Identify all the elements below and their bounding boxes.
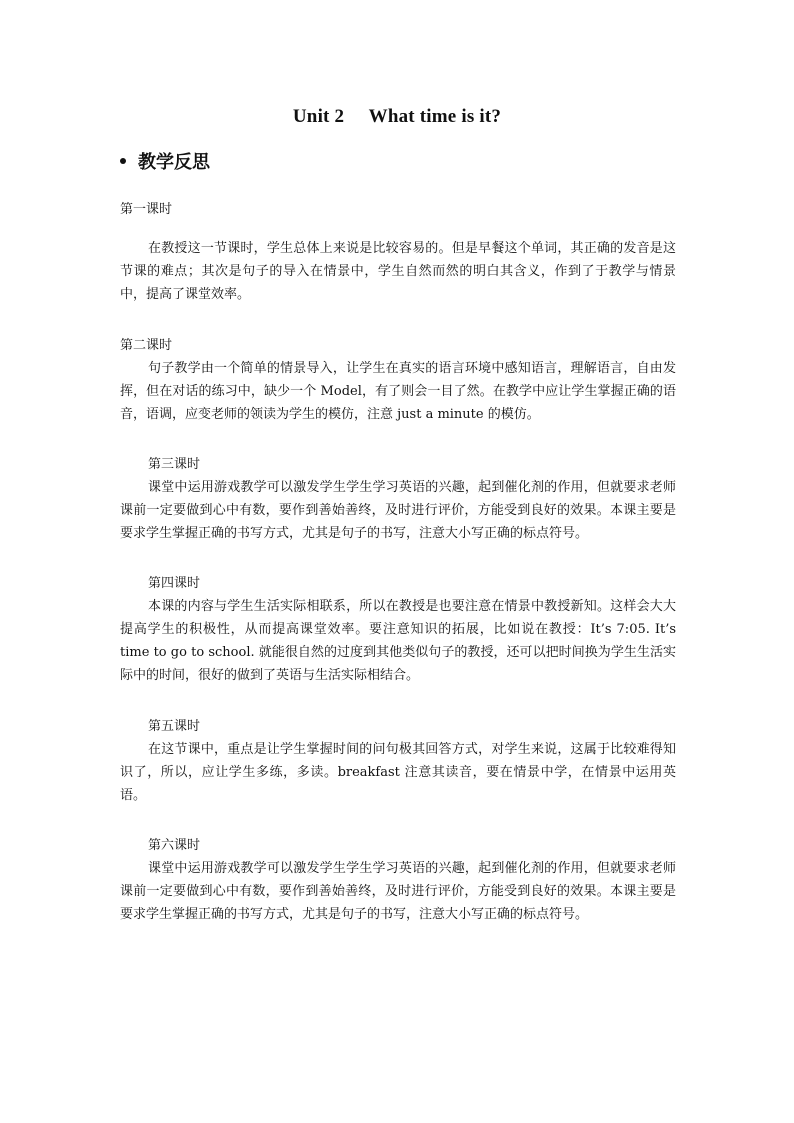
lesson-heading: 第六课时: [148, 838, 201, 853]
lesson-block-3: [120, 453, 676, 545]
page-title: Unit 2 What time is it?: [292, 106, 502, 127]
lesson-paragraph: 课堂中运用游戏教学可以激发学生学生学习英语的兴趣，起到催化剂的作用，但就要求老师课前一定要做到心中有数，要作到善始善终，及时进行评价，方能受到良好的效果。本课主要是要求学生掌握正确的书写方式，尤其是句子的书写，注意大小写正确的标点符号。: [120, 861, 676, 922]
lesson-paragraph: 本课的内容与学生生活实际相联系，所以在教授是也要注意在情景中教授新知。这样会大大提高学生的积极性，从而提高课堂效率。要注意知识的拓展，比如说在教授：It’s 7:05. It’s time to go to school. 就能很自然的过度到其他类似句子的教授，还可以把时间换为学生生活实际中的时间，很好的做到了英语与生活实际相结合。: [120, 599, 676, 683]
section-heading-label: 教学反思: [138, 152, 210, 173]
section-heading: [120, 148, 210, 174]
lesson-block-1: [120, 198, 676, 306]
lesson-block-4: [120, 572, 676, 687]
lesson-heading: 第二课时: [120, 338, 173, 353]
lesson-block-5: [120, 715, 676, 807]
lesson-heading: 第五课时: [148, 719, 201, 734]
lesson-heading: 第四课时: [148, 576, 201, 591]
lesson-heading: 第一课时: [120, 202, 173, 217]
lesson-heading: 第三课时: [148, 457, 201, 472]
lesson-block-2: [120, 334, 676, 426]
lesson-paragraph: 在这节课中，重点是让学生掌握时间的问句极其回答方式，对学生来说，这属于比较难得知识了，所以，应让学生多练，多读。breakfast 注意其读音，要在情景中学，在情景中运用英语。: [120, 742, 676, 803]
lesson-paragraph: 课堂中运用游戏教学可以激发学生学生学习英语的兴趣，起到催化剂的作用，但就要求老师课前一定要做到心中有数，要作到善始善终，及时进行评价，方能受到良好的效果。本课主要是要求学生掌握正确的书写方式，尤其是句子的书写，注意大小写正确的标点符号。: [120, 480, 676, 541]
lesson-paragraph: 在教授这一节课时，学生总体上来说是比较容易的。但是早餐这个单词，其正确的发音是这节课的难点；其次是句子的导入在情景中，学生自然而然的明白其含义，作到了于教学与情景中，提高了课堂效率。: [120, 241, 676, 302]
lesson-paragraph: 句子教学由一个简单的情景导入，让学生在真实的语言环境中感知语言，理解语言，自由发挥，但在对话的练习中，缺少一个 Model，有了则会一目了然。在教学中应让学生掌握正确的语音，语调，应变老师的领读为学生的模仿，注意 just a minute 的模仿。: [120, 361, 676, 422]
bullet-icon: [120, 158, 126, 164]
lesson-block-6: [120, 834, 676, 926]
